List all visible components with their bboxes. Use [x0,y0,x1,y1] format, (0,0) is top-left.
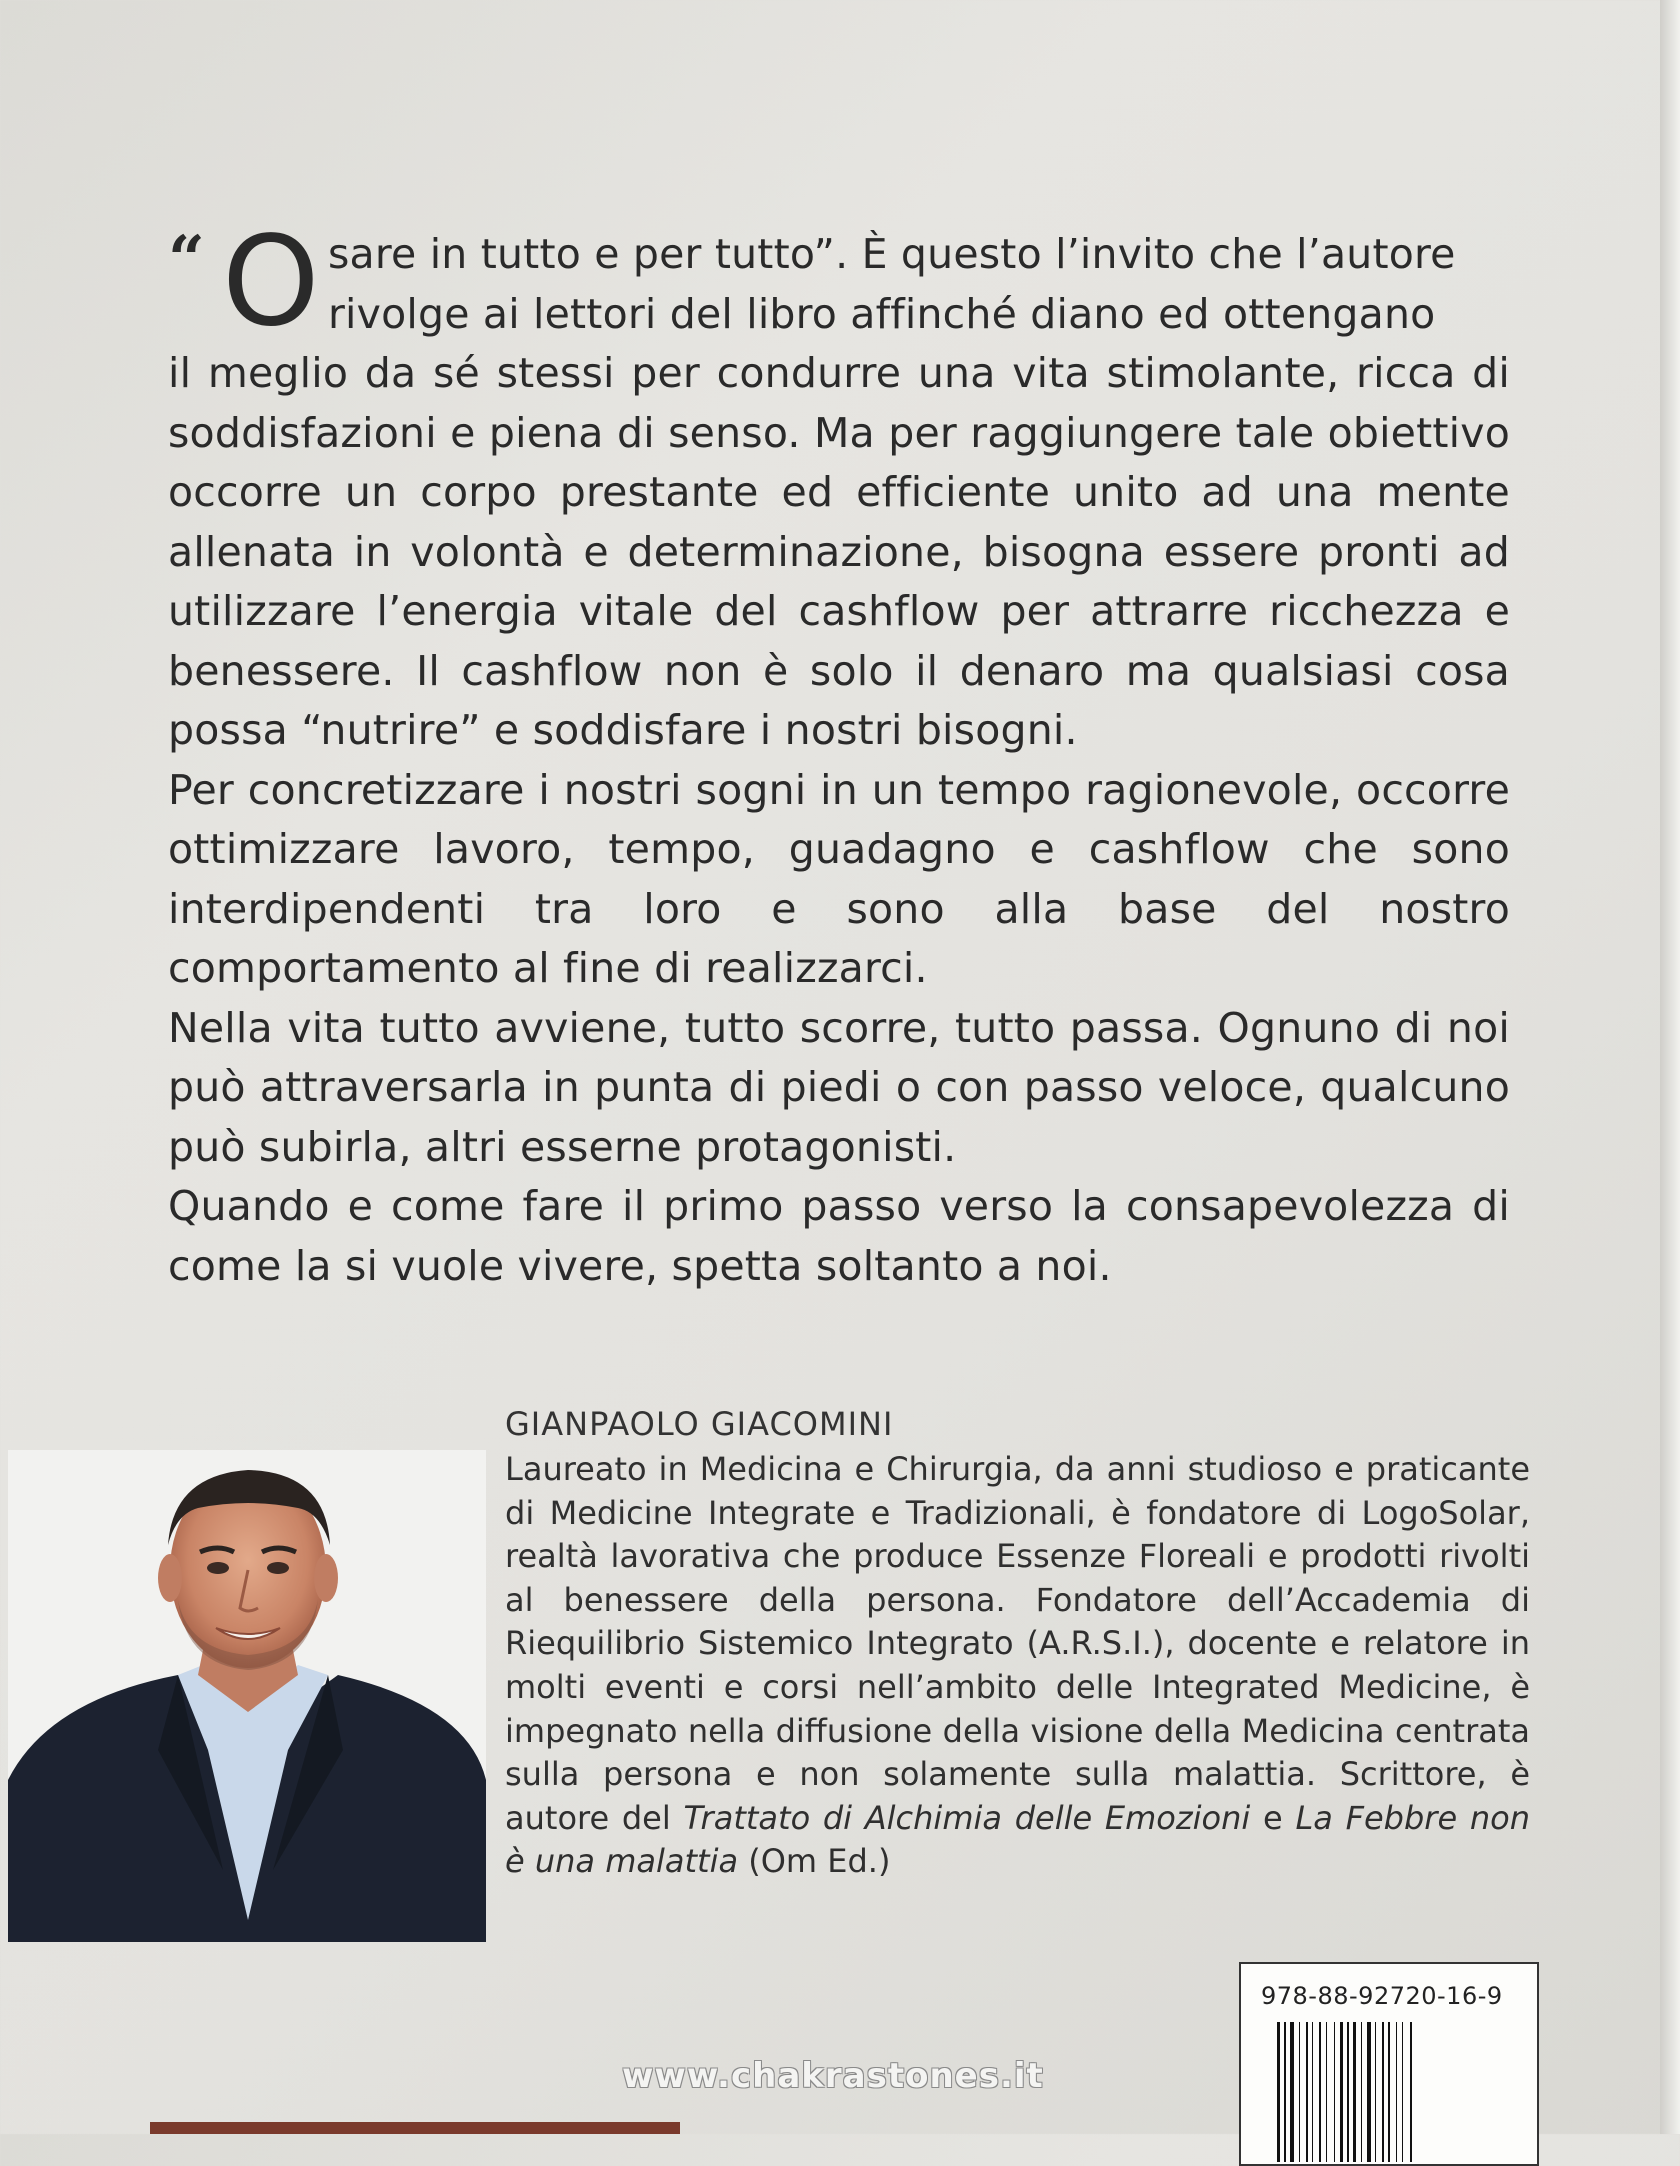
blurb-paragraph-1: il meglio da sé stessi per condurre una vita stimolante, ricca di soddisfazioni e piena di senso. Ma per raggiungere tale obiettivo occorre un corpo prestante ed efficiente unito ad una mente allenata in volontà e determinazione, bisogna essere pronti ad utilizzare l’energia vitale del cashflow per attrarre ricchezza e benessere. Il cashflow non è solo il denaro ma qualsiasi cosa possa “nutrire” e soddisfare i nostri bisogni. [168,349,1510,754]
back-cover-blurb [168,210,1510,1296]
isbn-number: 978-88-92720-16-9 [1261,1982,1503,2010]
book-conjunction: e [1263,1798,1283,1837]
author-photo [8,1450,486,1942]
cover-edge [1660,0,1680,2134]
barcode-box [1239,1962,1539,2166]
author-bio [505,1448,1530,1884]
barcode-icon [1277,2022,1507,2162]
author-bio-text: Laureato in Medicina e Chirurgia, da anni studioso e praticante di Medicine Integrate e Tradizionali, è fondatore di LogoSolar, realtà lavorativa che produce Essenze Floreali e prodotti rivolti al benessere della persona. Fondatore dell’Accademia di Riequilibrio Sistemico Integrato (A.R.S.I.), docente e relatore in molti eventi e corsi nell’ambito delle Integrated Medicine, è impegnato nella diffusione della visione della Medicina centrata sulla persona e non solamente sulla malattia. Scrittore, è autore del [505,1450,1530,1837]
opening-quote-mark: “ [168,222,206,297]
blurb-opening [168,210,1510,354]
author-portrait-icon [8,1450,486,1942]
blurb-line-2: rivolge ai lettori del libro affinché diano ed ottengano [328,289,1436,338]
book-title-2: La Febbre non è una malattia [505,1798,1531,1881]
bottom-accent-bar [150,2122,680,2134]
watermark-url: www.chakrastones.it [622,2056,1044,2096]
blurb-paragraph-4: Quando e come fare il primo passo verso la consapevolezza di come la si vuole vivere, spetta soltanto a noi. [168,1182,1510,1290]
author-name: GIANPAOLO GIACOMINI [505,1405,894,1443]
book-title-1: Trattato di Alchimia delle Emozioni [683,1798,1251,1837]
publisher: (Om Ed.) [748,1842,891,1881]
dropcap-letter: O [222,210,320,354]
blurb-line-1: sare in tutto e per tutto”. È questo l’invito che l’autore [328,230,1456,278]
blurb-paragraph-3: Nella vita tutto avviene, tutto scorre, tutto passa. Ognuno di noi può attraversarla in punta di piedi o con passo veloce, qualcuno può subirla, altri esserne protagonisti. [168,1003,1510,1171]
blurb-paragraph-2: Per concretizzare i nostri sogni in un tempo ragionevole, occorre ottimizzare lavoro, tempo, guadagno e cashflow che sono interdipendenti tra loro e sono alla base del nostro comportamento al fine di realizzarci. [168,765,1510,992]
